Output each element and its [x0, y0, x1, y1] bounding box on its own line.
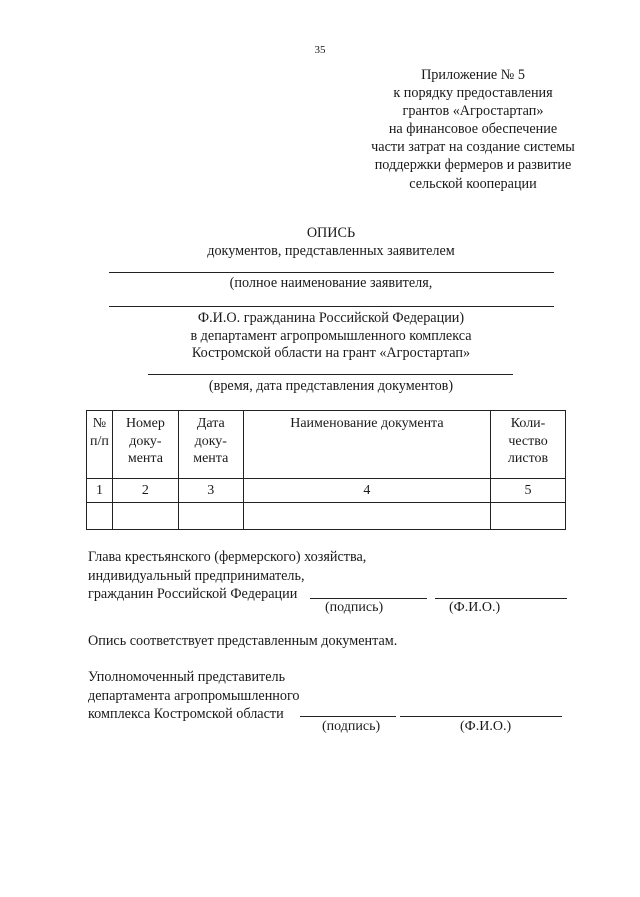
- column-number-cell: 4: [243, 479, 490, 503]
- rep-signature-line: комплекса Костромской области: [88, 706, 284, 722]
- head-signature-line: индивидуальный предприниматель,: [88, 567, 305, 584]
- appendix-line: Приложение № 5: [421, 67, 525, 83]
- table-cell: [243, 503, 490, 530]
- appendix-line: грантов «Агростартап»: [402, 103, 544, 120]
- department-caption-1: в департамент агропромышленного комплекса: [190, 328, 472, 344]
- applicant-name-caption: (полное наименование заявителя,: [229, 275, 433, 291]
- appendix-block: [338, 66, 608, 193]
- column-number-cell: 2: [112, 479, 178, 503]
- appendix-line: поддержки фермеров и развитие: [374, 157, 572, 174]
- rep-signature-line: Уполномоченный представитель: [88, 669, 286, 685]
- head-signature-block: [88, 548, 366, 604]
- applicant-fio-line: [109, 306, 554, 307]
- table-cell: [87, 503, 113, 530]
- header-doc-number: Номер доку- мента: [112, 411, 178, 479]
- column-number-cell: 3: [178, 479, 243, 503]
- head-signature-line: гражданин Российской Федерации: [88, 586, 298, 602]
- appendix-line: к порядку предоставления: [393, 85, 553, 102]
- table-cell: [178, 503, 243, 530]
- rep-fio-field: [400, 716, 562, 717]
- appendix-line: части затрат на создание системы: [371, 139, 575, 156]
- confirmation-text: Опись соответствует представленным документам.: [88, 633, 398, 649]
- table-cell: [491, 503, 566, 530]
- head-signature-line: Глава крестьянского (фермерского) хозяйства,: [88, 549, 367, 565]
- rep-signature-label: (подпись): [322, 719, 381, 734]
- header-doc-date: Дата доку- мента: [178, 411, 243, 479]
- page-number: 35: [314, 44, 326, 56]
- header-sheet-count: Коли- чество листов: [491, 411, 566, 479]
- rep-signature-block: [88, 668, 300, 724]
- header-number: № п/п: [87, 411, 113, 479]
- appendix-line: на финансовое обеспечение: [388, 121, 558, 138]
- title-heading: ОПИСЬ: [306, 225, 356, 241]
- appendix-line: сельской кооперации: [409, 175, 537, 192]
- head-fio-label: (Ф.И.О.): [449, 600, 501, 615]
- applicant-name-line: [109, 272, 554, 273]
- time-date-line: [148, 374, 513, 375]
- document-title: [0, 224, 640, 260]
- table-row: [87, 503, 566, 530]
- head-signature-label: (подпись): [325, 600, 384, 615]
- rep-signature-field: [300, 716, 396, 717]
- column-number-cell: 5: [491, 479, 566, 503]
- title-subheading: документов, представленных заявителем: [207, 243, 455, 259]
- header-doc-name: Наименование документа: [243, 411, 490, 479]
- head-fio-field: [435, 598, 567, 599]
- rep-fio-label: (Ф.И.О.): [460, 719, 512, 734]
- time-date-caption: (время, дата представления документов): [208, 378, 454, 394]
- column-number-cell: 1: [87, 479, 113, 503]
- head-signature-field: [310, 598, 427, 599]
- fio-caption: Ф.И.О. гражданина Российской Федерации): [197, 310, 465, 326]
- rep-signature-line: департамента агропромышленного: [88, 687, 300, 704]
- table-cell: [112, 503, 178, 530]
- documents-table: [86, 410, 566, 530]
- table-row: [87, 479, 566, 503]
- department-caption-2: Костромской области на грант «Агростартап»: [191, 345, 471, 361]
- table-header-row: [87, 411, 566, 479]
